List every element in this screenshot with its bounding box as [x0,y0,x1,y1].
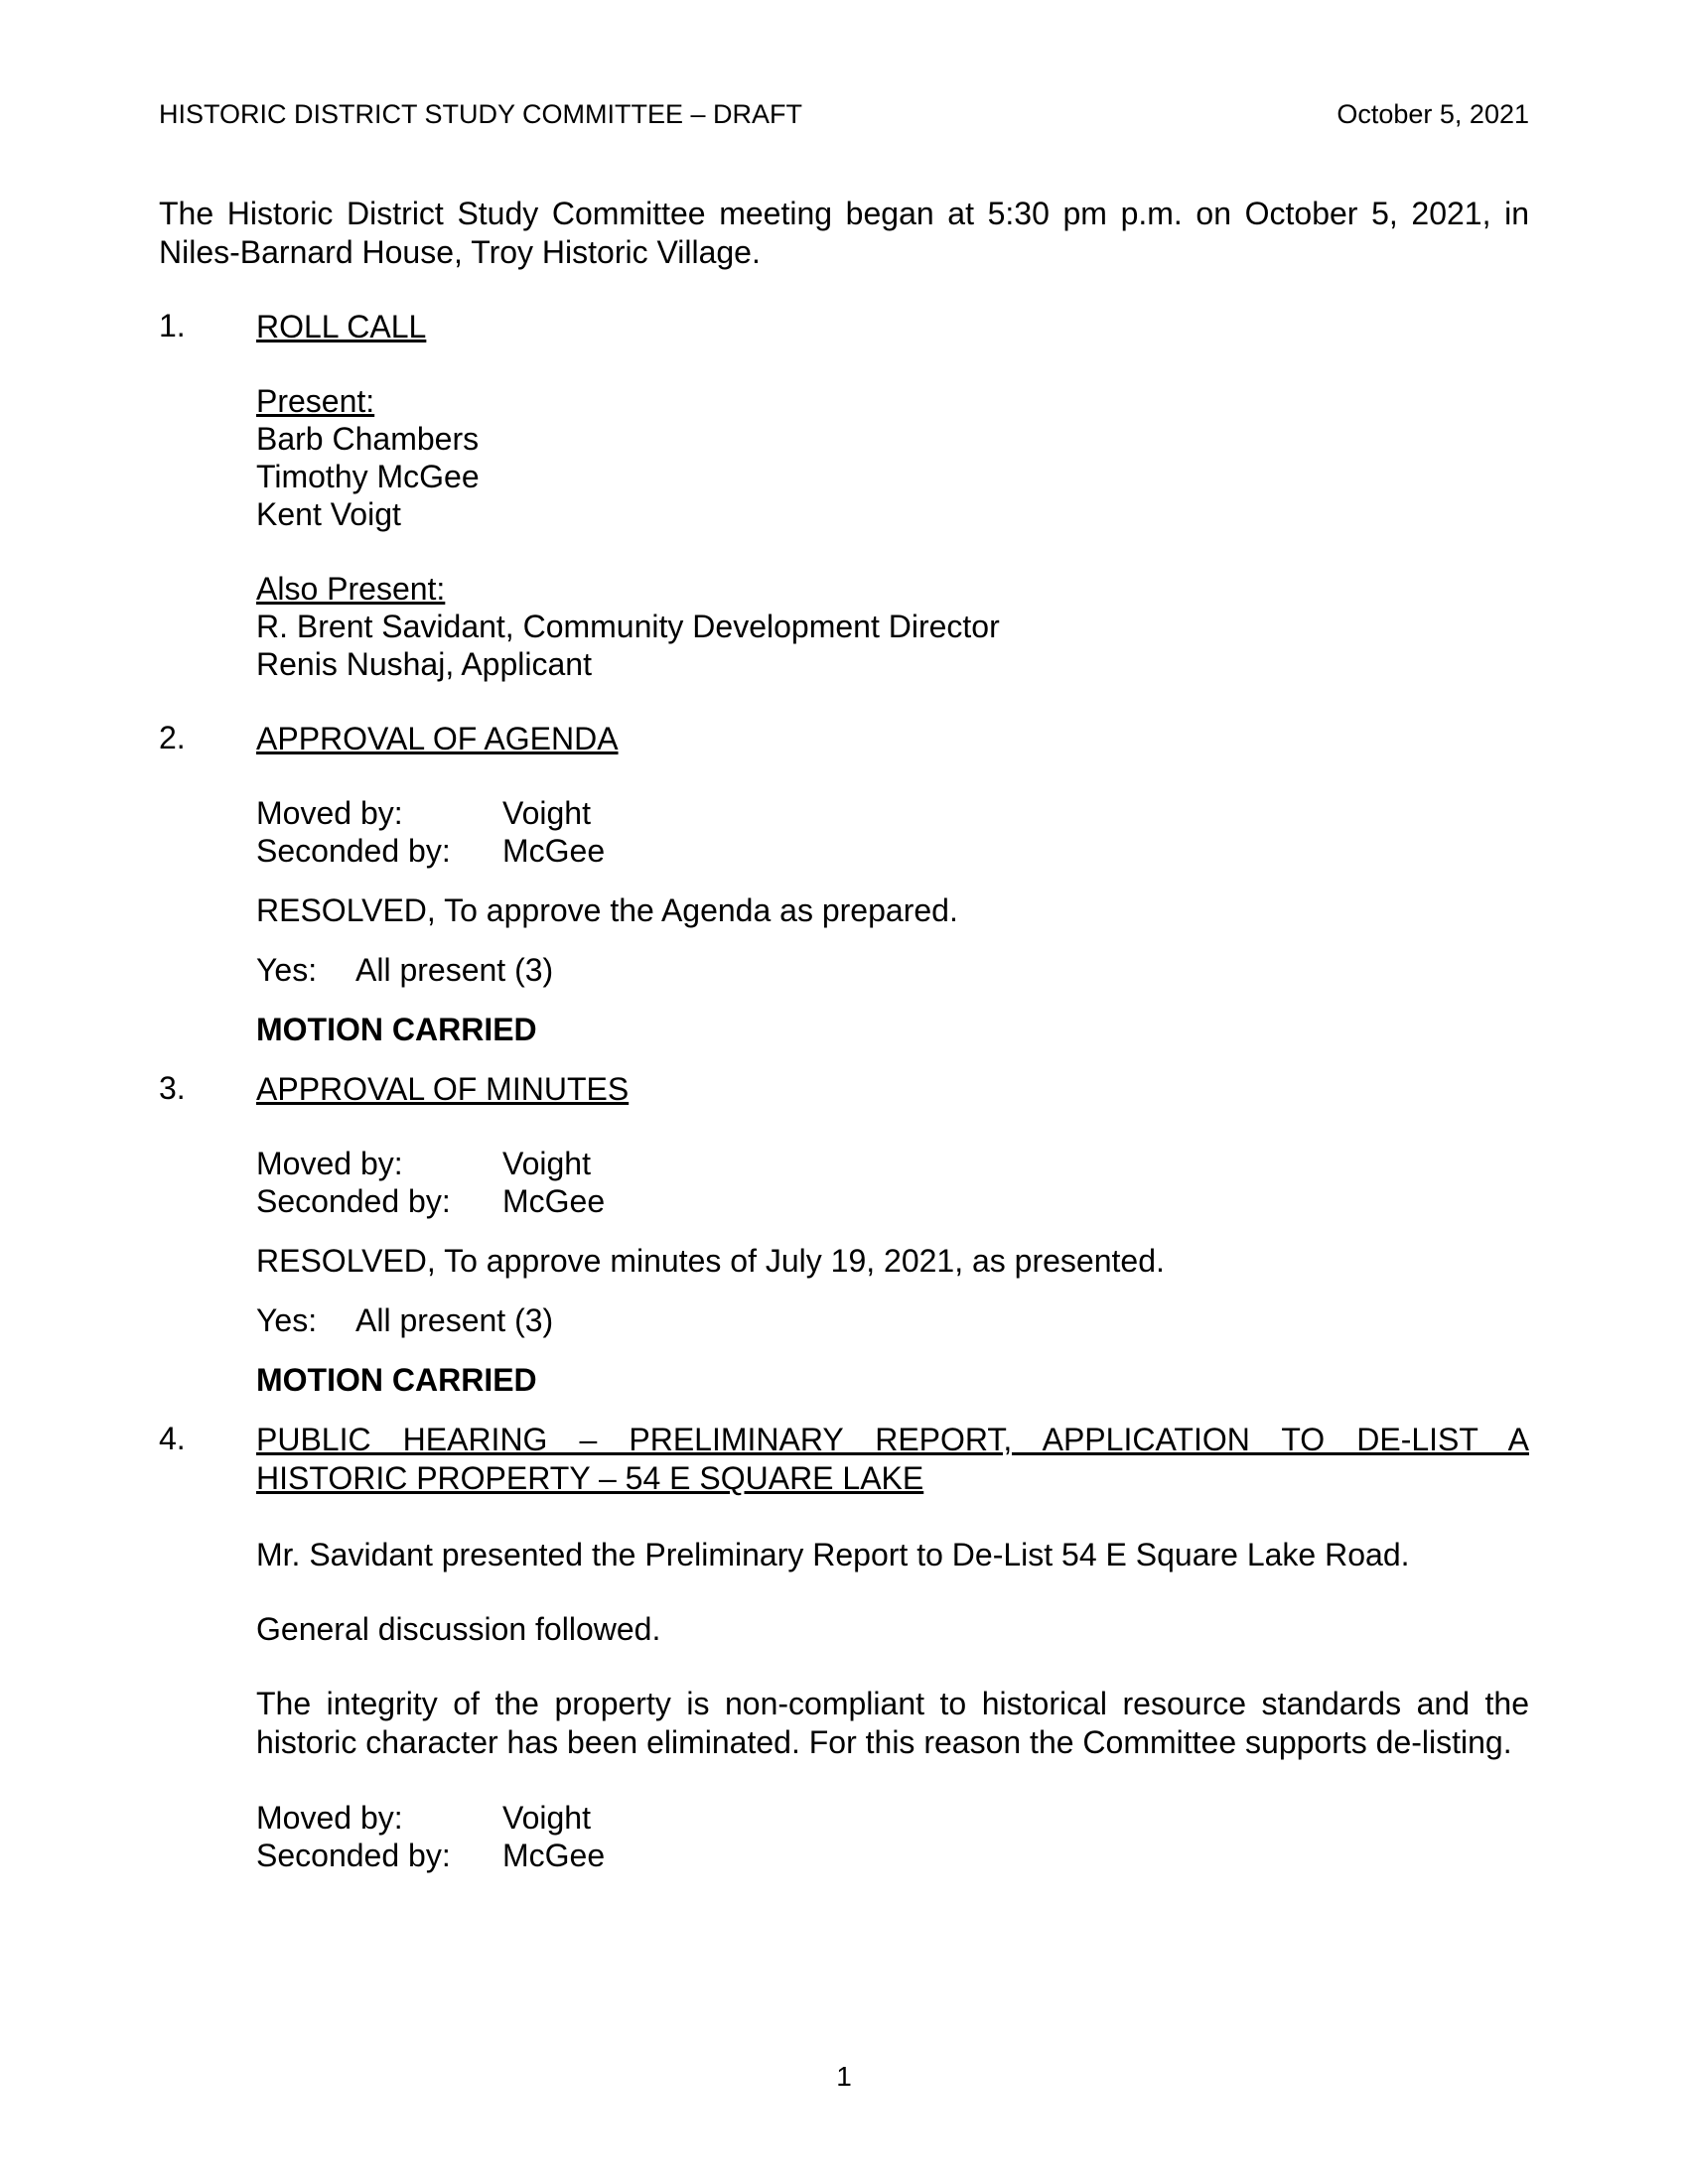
also-present-label: Also Present: [256,571,446,607]
moved-by-value: Voight [502,1146,591,1181]
vote-label: Yes: [256,1302,318,1338]
section-heading-line1: PUBLIC HEARING – PRELIMINARY REPORT, APPLICATION TO DE-LIST A [256,1422,1529,1457]
page-number: 1 [836,2061,852,2092]
resolution-text: RESOLVED, To approve the Agenda as prepared. [256,892,958,928]
seconded-by-value: McGee [502,833,606,869]
present-member: Barb Chambers [256,421,480,457]
section-number: 4. [159,1421,186,1456]
vote-value: All present (3) [355,1302,554,1338]
moved-by-label: Moved by: [256,795,403,831]
moved-by-value: Voight [502,795,591,831]
seconded-by-value: McGee [502,1838,606,1874]
section-heading: ROLL CALL [256,309,427,344]
seconded-by-value: McGee [502,1183,606,1219]
paragraph-findings: The integrity of the property is non-compliant to historical resource standards and the historic character has been eliminated. For this reason the Committee supports de-listing. [256,1685,1529,1761]
motion-result: MOTION CARRIED [256,1362,537,1398]
section-heading: APPROVAL OF MINUTES [256,1071,630,1107]
present-label: Present: [256,383,375,419]
section-number: 3. [159,1070,186,1106]
section-approval-of-minutes [159,1070,1529,1399]
section-number: 2. [159,720,186,755]
resolution-text: RESOLVED, To approve minutes of July 19, 2021, as presented. [256,1243,1165,1279]
seconded-by-label: Seconded by: [256,833,451,869]
moved-by-label: Moved by: [256,1146,403,1181]
vote-row [256,1301,1529,1339]
moved-by-value: Voight [502,1800,591,1837]
also-present-person: Renis Nushaj, Applicant [256,646,592,682]
intro-paragraph: The Historic District Study Committee meeting began at 5:30 pm p.m. on October 5, 2021, in Niles-Barnard House, Troy Historic Village. [159,196,1529,271]
section-heading-line2: HISTORIC PROPERTY – 54 E SQUARE LAKE [256,1460,924,1497]
present-member: Kent Voigt [256,496,401,532]
header-date: October 5, 2021 [1336,99,1529,129]
vote-value: All present (3) [355,952,554,988]
moved-by-row [256,794,1529,832]
section-roll-call [159,308,1529,683]
section-approval-of-agenda [159,720,1529,1048]
section-heading [256,1421,1529,1499]
section-heading: APPROVAL OF AGENDA [256,721,619,756]
motion-result: MOTION CARRIED [256,1012,537,1047]
seconded-by-row [256,1837,1529,1874]
moved-by-row [256,1799,1529,1837]
section-public-hearing [159,1421,1529,1874]
header-title: HISTORIC DISTRICT STUDY COMMITTEE – DRAFT [159,99,803,129]
section-number: 1. [159,308,186,343]
moved-by-label: Moved by: [256,1800,403,1837]
seconded-by-row [256,832,1529,870]
page-header [159,99,1529,130]
paragraph-presentation: Mr. Savidant presented the Preliminary Report to De-List 54 E Square Lake Road. [256,1536,1410,1572]
present-member: Timothy McGee [256,459,480,494]
vote-row [256,951,1529,989]
seconded-by-label: Seconded by: [256,1183,451,1219]
agenda-sections [159,308,1529,1874]
vote-label: Yes: [256,952,318,988]
seconded-by-label: Seconded by: [256,1838,451,1874]
seconded-by-row [256,1182,1529,1220]
also-present-person: R. Brent Savidant, Community Development Director [256,609,1000,644]
moved-by-row [256,1145,1529,1182]
paragraph-discussion: General discussion followed. [256,1610,661,1647]
